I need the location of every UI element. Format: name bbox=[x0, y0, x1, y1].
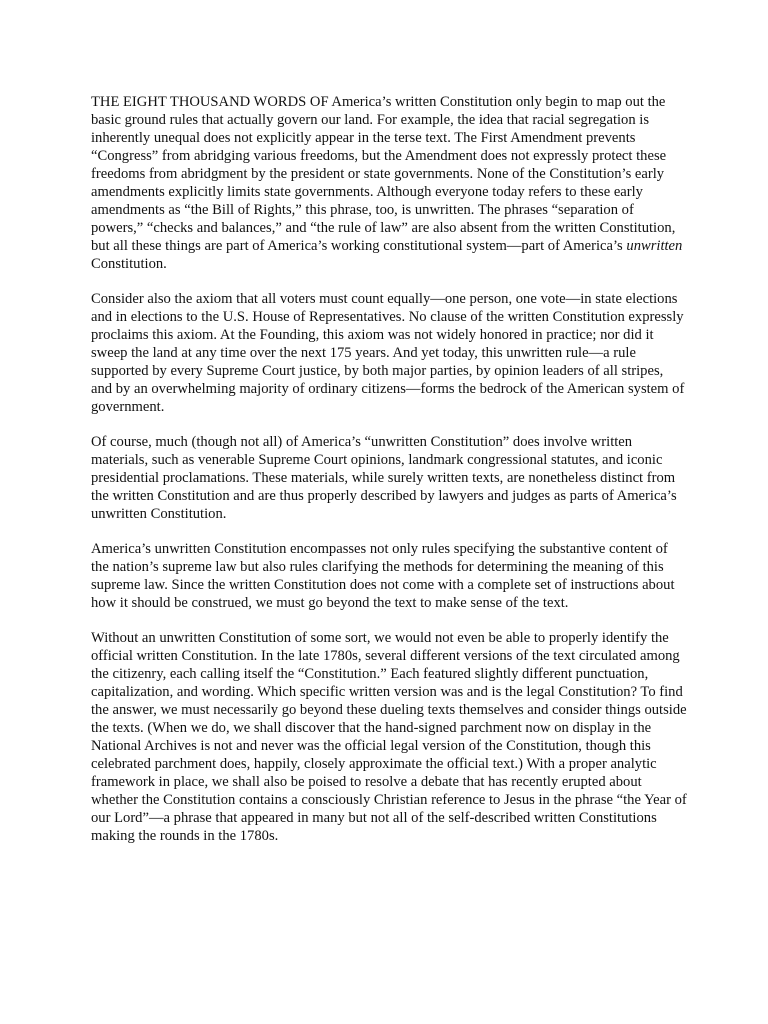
paragraph-1-emphasis: unwritten bbox=[626, 238, 683, 254]
paragraph-1 bbox=[91, 93, 687, 273]
paragraph-1-text-end: Constitution. bbox=[91, 256, 167, 272]
paragraph-3: Of course, much (though not all) of America’s “unwritten Constitution” does involve written materials, such as venerable Supreme Court opinions, landmark congressional statutes, and iconic presidential proclamations. These materials, while surely written texts, are nonetheless distinct from the written Constitution and are thus properly described by lawyers and judges as parts of America’s unwritten Constitution. bbox=[91, 434, 677, 522]
paragraph-2: Consider also the axiom that all voters must count equally—one person, one vote—in state elections and in elections to the U.S. House of Representatives. No clause of the written Constitution expressly proclaims this axiom. At the Founding, this axiom was not widely honored in practice; nor did it sweep the land at any time over the next 175 years. And yet today, this unwritten rule—a rule supported by every Supreme Court justice, by both major parties, by opinion leaders of all stripes, and by an overwhelming majority of ordinary citizens—forms the bedrock of the American system of government. bbox=[91, 291, 685, 415]
document-body bbox=[91, 93, 687, 845]
paragraph-4: America’s unwritten Constitution encompasses not only rules specifying the substantive content of the nation’s supreme law but also rules clarifying the methods for determining the meaning of this supreme law. Since the written Constitution does not come with a complete set of instructions about how it should be construed, we must go beyond the text to make sense of the text. bbox=[91, 541, 675, 611]
paragraph-1-text-start: THE EIGHT THOUSAND WORDS OF America’s written Constitution only begin to map out the basic ground rules that actually govern our land. For example, the idea that racial segregation is inherently unequal does not explicitly appear in the terse text. The First Amendment prevents “Congress” from abridging various freedoms, but the Amendment does not expressly protect these freedoms from abridgment by the president or state governments. None of the Constitution’s early amendments explicitly limits state governments. Although everyone today refers to these early amendments as “the Bill of Rights,” this phrase, too, is unwritten. The phrases “separation of powers,” “checks and balances,” and “the rule of law” are also absent from the written Constitution, but all these things are part of America’s working constitutional system—part of America’s bbox=[91, 94, 676, 254]
paragraph-5: Without an unwritten Constitution of some sort, we would not even be able to properly identify the official written Constitution. In the late 1780s, several different versions of the text circulated among the citizenry, each calling itself the “Constitution.” Each featured slightly different punctuation, capitalization, and wording. Which specific written version was and is the legal Constitution? To find the answer, we must necessarily go beyond these dueling texts themselves and consider things outside the texts. (When we do, we shall discover that the hand-signed parchment now on display in the National Archives is not and never was the official legal version of the Constitution, though this celebrated parchment does, happily, closely approximate the official text.) With a proper analytic framework in place, we shall also be poised to resolve a debate that has recently erupted about whether the Constitution contains a consciously Christian reference to Jesus in the phrase “the Year of our Lord”—a phrase that appeared in many but not all of the self-described written Constitutions making the rounds in the 1780s. bbox=[91, 630, 687, 844]
